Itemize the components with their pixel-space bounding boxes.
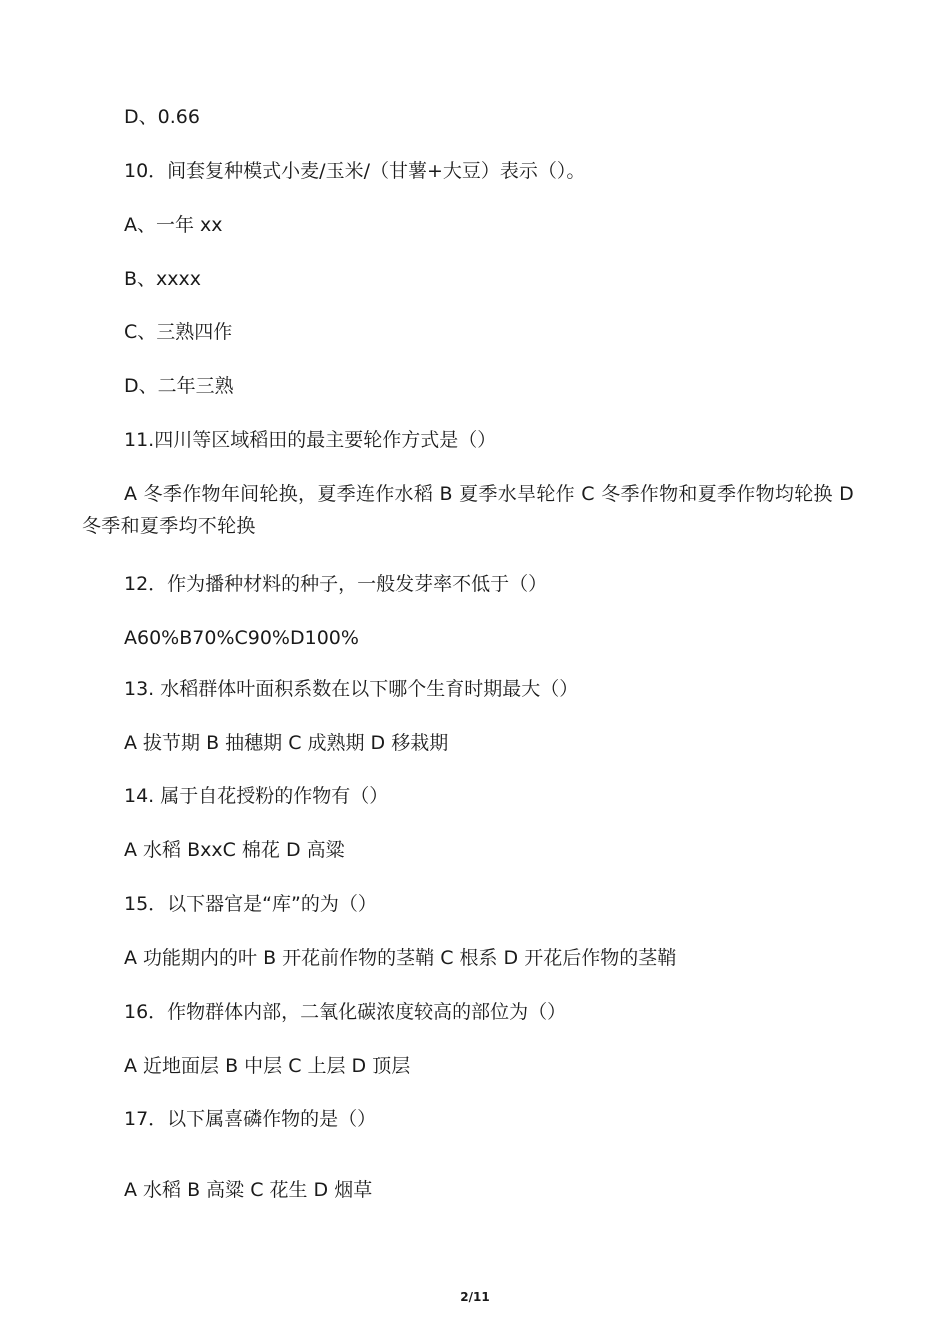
question-14: 14. 属于自花授粉的作物有（） bbox=[124, 785, 389, 807]
question-12: 12．作为播种材料的种子，一般发芽率不低于（） bbox=[124, 573, 548, 595]
page-number: 2/11 bbox=[460, 1290, 490, 1304]
options-q13: A 拔节期 B 抽穗期 C 成熟期 D 移栽期 bbox=[124, 732, 449, 754]
option-d-q9: D、0.66 bbox=[124, 106, 200, 128]
options-q11: A 冬季作物年间轮换，夏季连作水稻 B 夏季水旱轮作 C 冬季作物和夏季作物均轮换 D 冬季和夏季均不轮换 bbox=[82, 483, 855, 537]
question-15: 15．以下器官是“库”的为（） bbox=[124, 893, 377, 915]
question-11: 11.四川等区域稻田的最主要轮作方式是（） bbox=[124, 429, 497, 451]
options-q17: A 水稻 B 高粱 C 花生 D 烟草 bbox=[124, 1179, 373, 1201]
option-b-q10: B、xxxx bbox=[124, 268, 202, 290]
option-c-q10: C、三熟四作 bbox=[124, 321, 233, 343]
options-q16: A 近地面层 B 中层 C 上层 D 顶层 bbox=[124, 1055, 411, 1077]
option-d-q10: D、二年三熟 bbox=[124, 375, 234, 397]
question-16: 16．作物群体内部，二氧化碳浓度较高的部位为（） bbox=[124, 1001, 567, 1023]
question-13: 13. 水稻群体叶面积系数在以下哪个生育时期最大（） bbox=[124, 678, 579, 700]
options-q12: A60%B70%C90%D100% bbox=[124, 627, 359, 649]
question-10: 10．间套复种模式小麦/玉米/（甘薯+大豆）表示（）。 bbox=[124, 160, 586, 182]
question-17: 17．以下属喜磷作物的是（） bbox=[124, 1108, 377, 1130]
options-q15: A 功能期内的叶 B 开花前作物的茎鞘 C 根系 D 开花后作物的茎鞘 bbox=[124, 947, 677, 969]
option-a-q10: A、一年 xx bbox=[124, 214, 223, 236]
options-q14: A 水稻 BxxC 棉花 D 高粱 bbox=[124, 839, 345, 861]
